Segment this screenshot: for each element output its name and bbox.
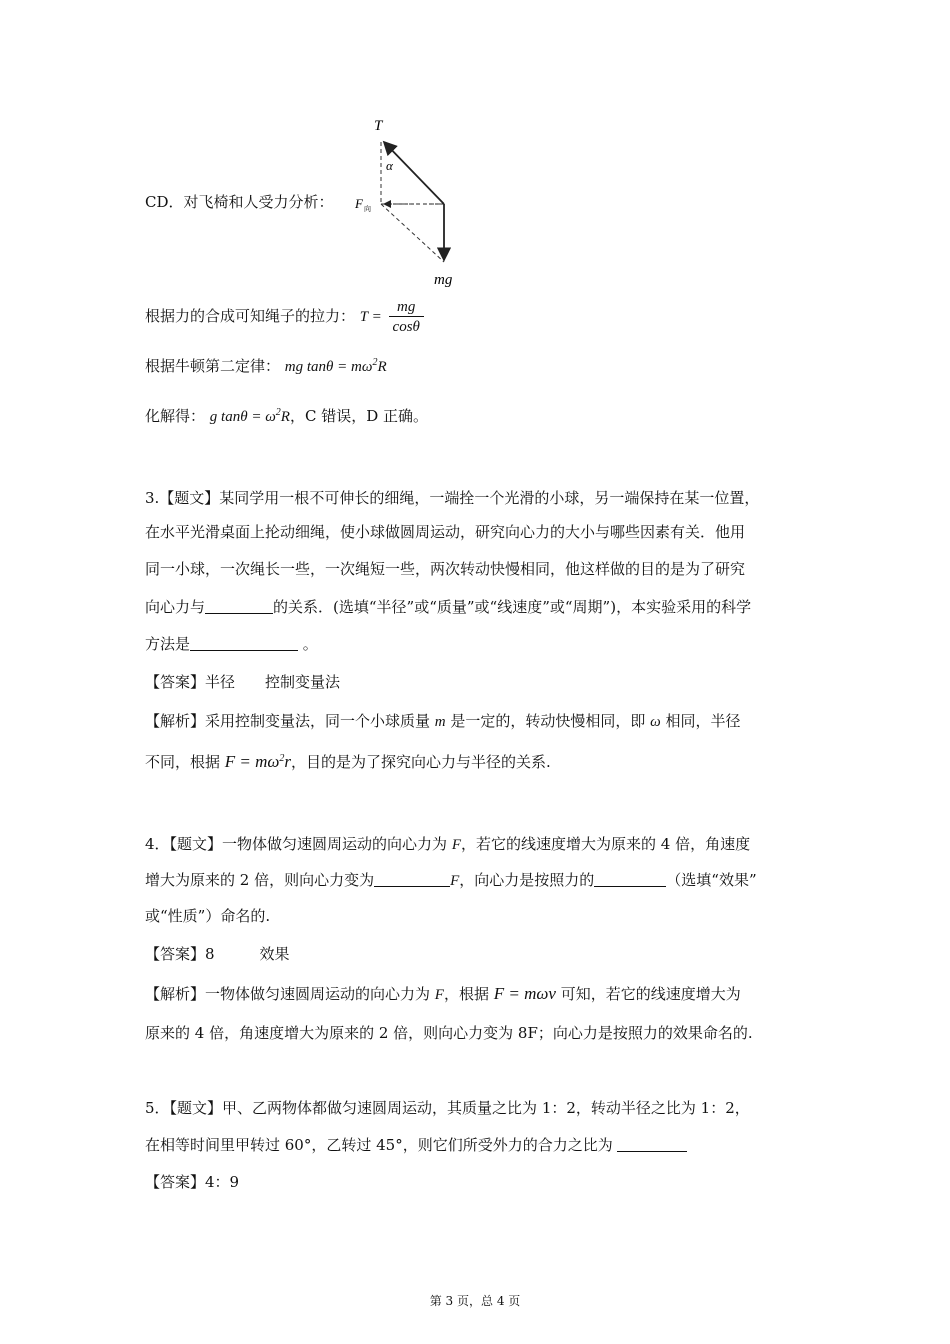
q5-answer: 【答案】4：9	[145, 1173, 240, 1191]
q4-line3: 或“性质”）命名的.	[145, 907, 271, 925]
label-T: T	[374, 118, 383, 134]
q3-answer: 【答案】半径 控制变量法	[145, 673, 341, 691]
q4-analysis-line1: 【解析】一物体做匀速圆周运动的向心力为 F，根据 F = mωv 可知，若它的线速度增大为	[145, 984, 741, 1003]
tension-prefix: 根据力的合成可知绳子的拉力：	[145, 307, 356, 325]
q3-blank-1[interactable]	[205, 599, 273, 614]
q3-line2: 在水平光滑桌面上抡动细绳，使小球做圆周运动，研究向心力的大小与哪些因素有关．他用	[145, 523, 746, 541]
tension-arrow	[384, 142, 444, 204]
q3-blank-2[interactable]	[190, 636, 298, 651]
q3-line5: 方法是 。	[145, 635, 318, 653]
simplify-line	[145, 406, 428, 427]
simplify-prefix: 化解得：	[145, 407, 206, 425]
page-footer: 第 3 页，总 4 页	[429, 1294, 521, 1308]
label-F: F	[355, 196, 363, 211]
q5-line1: 5．【题文】甲、乙两物体都做匀速圆周运动，其质量之比为 1：2，转动半径之比为 1：2，	[145, 1099, 750, 1117]
q4-blank-1[interactable]	[374, 872, 450, 887]
newton-line	[145, 356, 387, 377]
tension-lhs: T =	[359, 309, 382, 325]
cd-line: CD．对飞椅和人受力分析：	[145, 193, 334, 211]
q4-analysis-line2: 原来的 4 倍，角速度增大为原来的 2 倍，则向心力变为 8F；向心力是按照力的效果命名的.	[145, 1024, 753, 1042]
label-alpha: α	[386, 158, 393, 173]
q4-blank-2[interactable]	[594, 872, 666, 887]
q4-line1: 4．【题文】一物体做匀速圆周运动的向心力为 F，若它的线速度增大为原来的 4 倍，角速度	[145, 835, 751, 853]
label-mg: mg	[434, 272, 453, 288]
tension-denominator: cosθ	[389, 316, 424, 337]
force-diagram	[350, 112, 470, 292]
q3-analysis-line1: 【解析】采用控制变量法，同一个小球质量 m 是一定的，转动快慢相同，即 ω 相同，半径	[145, 712, 741, 730]
label-F-sub: 向	[364, 205, 371, 213]
q3-line4: 向心力与 的关系．(选填“半径”或“质量”或“线速度”或“周期”)，本实验采用的科学	[145, 598, 752, 616]
tension-fraction	[389, 298, 424, 337]
q5-blank[interactable]	[617, 1137, 687, 1152]
simplify-suffix: ，C 错误，D 正确。	[289, 407, 429, 425]
simplify-equation: g $\tan\theta = \omega^2R$	[209, 407, 290, 425]
q3-line3: 同一小球，一次绳长一些，一次绳短一些，两次转动快慢相同，他这样做的目的是为了研究	[145, 560, 746, 578]
q4-answer: 【答案】8 效果	[145, 945, 290, 963]
newton-equation: mg $\tan\theta = m\omega^2R$	[284, 357, 387, 375]
newton-prefix: 根据牛顿第二定律：	[145, 357, 281, 375]
q4-line2: 增大为原来的 2 倍，则向心力变为 F，向心力是按照力的 （选填“效果”	[145, 871, 757, 889]
tension-numerator: mg	[397, 298, 416, 315]
q5-line2: 在相等时间里甲转过 60°，乙转过 45°，则它们所受外力的合力之比为	[145, 1135, 687, 1155]
tension-line	[145, 296, 426, 337]
q3-analysis-line2: 不同，根据 $F = m\omega^2r$，目的是为了探究向心力与半径的关系.	[145, 752, 551, 771]
q3-line1: 3.【题文】某同学用一根不可伸长的细绳，一端拴一个光滑的小球，另一端保持在某一位置，	[145, 489, 760, 507]
dashed-diagonal	[381, 204, 444, 262]
